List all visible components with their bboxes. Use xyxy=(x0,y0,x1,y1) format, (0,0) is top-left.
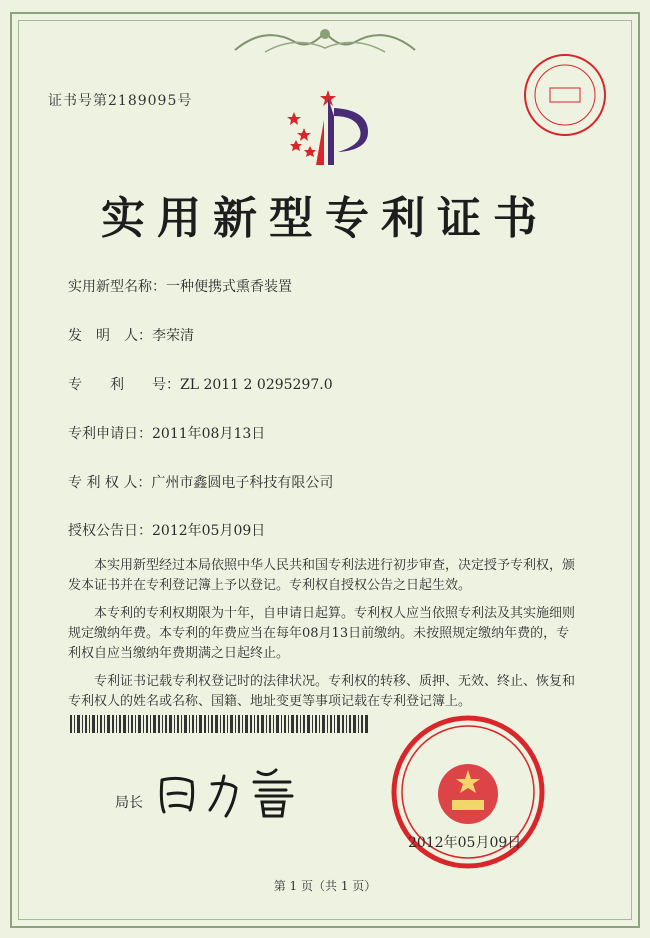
filing-date-row xyxy=(68,423,265,443)
top-ornament-icon xyxy=(225,20,425,60)
paragraph-grant: 本实用新型经过本局依照中华人民共和国专利法进行初步审查，决定授予专利权，颁发本证书并在专利登记簿上予以登记。专利权自授权公告之日起生效。 xyxy=(68,558,576,593)
paragraph-legal-status: 专利证书记载专利权登记时的法律状况。专利权的转移、质押、无效、终止、恢复和专利权人的姓名或名称、国籍、地址变更等事项记载在专利登记簿上。 xyxy=(68,674,576,709)
inventor-row xyxy=(68,325,194,345)
barcode-icon xyxy=(70,715,370,733)
page-title: 实用新型专利证书 xyxy=(101,193,549,244)
page-number: 第 1 页（共 1 页） xyxy=(273,879,377,893)
inventor-label: 发 明 人： xyxy=(68,328,152,344)
tax-seal-icon xyxy=(520,50,610,140)
patentee-label: 专 利 权 人： xyxy=(68,475,152,491)
utility-model-name-label: 实用新型名称： xyxy=(68,279,166,295)
patentee-row xyxy=(68,472,333,492)
patentee-value: 广州市鑫圆电子科技有限公司 xyxy=(151,475,334,491)
patent-number-label: 专 利 号： xyxy=(68,377,180,393)
filing-date-label: 专利申请日： xyxy=(68,426,152,442)
patent-number-row xyxy=(68,374,333,394)
seal-date: 2012年05月09日 xyxy=(408,835,522,851)
grant-date-label: 授权公告日： xyxy=(68,523,152,539)
director-signature xyxy=(150,762,320,822)
sipo-logo-icon xyxy=(268,80,388,170)
utility-model-name-row xyxy=(68,276,292,296)
director-label: 局长 xyxy=(115,795,143,811)
patent-number-value: ZL 2011 2 0295297.0 xyxy=(180,377,333,393)
inventor-value: 李荣清 xyxy=(152,328,194,344)
certificate-body xyxy=(68,556,578,712)
utility-model-name-value: 一种便携式熏香装置 xyxy=(166,279,292,295)
grant-date-value: 2012年05月09日 xyxy=(152,523,266,539)
grant-date-row xyxy=(68,520,265,540)
certificate-number: 证书号第2189095号 xyxy=(48,93,193,109)
paragraph-term: 本专利的专利权期限为十年，自申请日起算。专利权人应当依照专利法及其实施细则规定缴纳年费。本专利的年费应当在每年08月13日前缴纳。未按照规定缴纳年费的，专利权自应当缴纳年费期满之日起终止。 xyxy=(68,606,576,661)
filing-date-value: 2011年08月13日 xyxy=(152,426,266,442)
